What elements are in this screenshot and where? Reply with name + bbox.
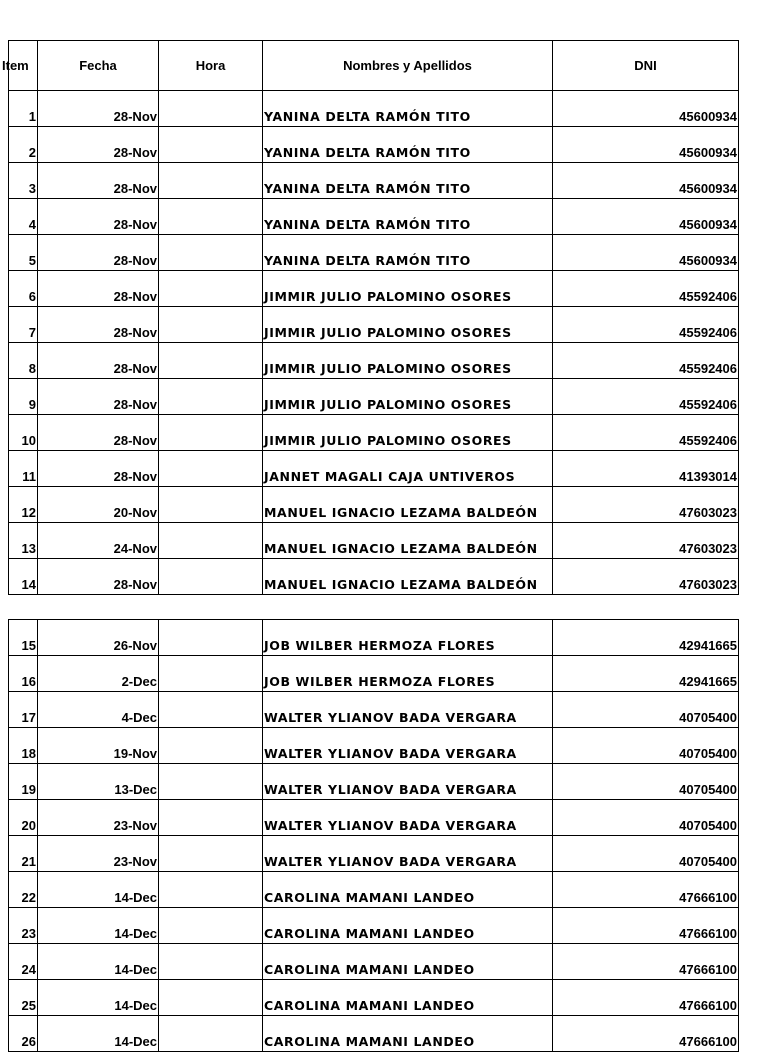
name-cell: JIMMIR JULIO PALOMINO OSORES [263,343,553,379]
name-cell: JIMMIR JULIO PALOMINO OSORES [263,379,553,415]
dni-cell: 45592406 [553,307,739,343]
hora-cell [159,800,263,836]
table-row [9,379,739,415]
name-cell: MANUEL IGNACIO LEZAMA BALDEÓN [263,487,553,523]
name-cell: WALTER YLIANOV BADA VERGARA [263,728,553,764]
table-row [9,91,739,127]
dni-cell: 42941665 [553,656,739,692]
table-row [9,559,739,595]
hora-cell [159,980,263,1016]
hora-cell [159,415,263,451]
hora-cell [159,127,263,163]
header-hora: Hora [159,41,263,91]
hora-cell [159,235,263,271]
fecha-cell: 28-Nov [38,235,159,271]
name-cell: CAROLINA MAMANI LANDEO [263,1016,553,1052]
hora-cell [159,91,263,127]
table-row [9,163,739,199]
dni-cell: 47666100 [553,980,739,1016]
fecha-cell: 14-Dec [38,872,159,908]
fecha-cell: 20-Nov [38,487,159,523]
name-cell: YANINA DELTA RAMÓN TITO [263,163,553,199]
dni-cell: 45592406 [553,415,739,451]
fecha-cell: 28-Nov [38,559,159,595]
fecha-cell: 14-Dec [38,980,159,1016]
registry-table-top [2,40,739,595]
header-dni: DNI [553,41,739,91]
item-cell: 2 [9,127,38,163]
fecha-cell: 28-Nov [38,199,159,235]
name-cell: WALTER YLIANOV BADA VERGARA [263,692,553,728]
fecha-cell: 28-Nov [38,379,159,415]
item-cell: 12 [9,487,38,523]
fecha-cell: 4-Dec [38,692,159,728]
name-cell: JOB WILBER HERMOZA FLORES [263,656,553,692]
name-cell: MANUEL IGNACIO LEZAMA BALDEÓN [263,523,553,559]
hora-cell [159,379,263,415]
hora-cell [159,620,263,656]
item-cell: 13 [9,523,38,559]
dni-cell: 40705400 [553,764,739,800]
fecha-cell: 28-Nov [38,307,159,343]
table-row [9,656,739,692]
name-cell: CAROLINA MAMANI LANDEO [263,908,553,944]
item-cell: 17 [9,692,38,728]
fecha-cell: 28-Nov [38,343,159,379]
hora-cell [159,343,263,379]
table-row [9,980,739,1016]
fecha-cell: 28-Nov [38,91,159,127]
fecha-cell: 24-Nov [38,523,159,559]
table-row [9,307,739,343]
item-cell: 9 [9,379,38,415]
table-row [9,415,739,451]
item-cell: 19 [9,764,38,800]
dni-cell: 47666100 [553,944,739,980]
table-row [9,800,739,836]
fecha-cell: 14-Dec [38,908,159,944]
table-row [9,908,739,944]
item-cell: 11 [9,451,38,487]
item-cell: 23 [9,908,38,944]
item-cell: 4 [9,199,38,235]
table-row [9,944,739,980]
table-row [9,127,739,163]
name-cell: YANINA DELTA RAMÓN TITO [263,91,553,127]
hora-cell [159,307,263,343]
item-cell: 16 [9,656,38,692]
dni-cell: 40705400 [553,692,739,728]
item-cell: 18 [9,728,38,764]
header-fecha: Fecha [38,41,159,91]
fecha-cell: 28-Nov [38,271,159,307]
name-cell: CAROLINA MAMANI LANDEO [263,872,553,908]
table-row [9,620,739,656]
table-row [9,692,739,728]
hora-cell [159,271,263,307]
fecha-cell: 28-Nov [38,415,159,451]
fecha-cell: 23-Nov [38,800,159,836]
hora-cell [159,764,263,800]
table-row [9,728,739,764]
item-cell: 7 [9,307,38,343]
table-row [9,836,739,872]
name-cell: WALTER YLIANOV BADA VERGARA [263,764,553,800]
fecha-cell: 26-Nov [38,620,159,656]
item-cell: 5 [9,235,38,271]
dni-cell: 42941665 [553,620,739,656]
dni-cell: 45592406 [553,271,739,307]
hora-cell [159,944,263,980]
table-row [9,343,739,379]
header-row [9,41,739,91]
name-cell: WALTER YLIANOV BADA VERGARA [263,836,553,872]
fecha-cell: 23-Nov [38,836,159,872]
table-row [9,1016,739,1052]
dni-cell: 45592406 [553,343,739,379]
item-cell: 22 [9,872,38,908]
dni-cell: 47666100 [553,1016,739,1052]
hora-cell [159,163,263,199]
name-cell: JIMMIR JULIO PALOMINO OSORES [263,271,553,307]
table-row [9,199,739,235]
name-cell: JANNET MAGALI CAJA UNTIVEROS [263,451,553,487]
hora-cell [159,559,263,595]
fecha-cell: 28-Nov [38,451,159,487]
item-cell: 21 [9,836,38,872]
dni-cell: 45600934 [553,163,739,199]
hora-cell [159,1016,263,1052]
name-cell: JIMMIR JULIO PALOMINO OSORES [263,307,553,343]
hora-cell [159,728,263,764]
fecha-cell: 19-Nov [38,728,159,764]
item-cell: 24 [9,944,38,980]
item-cell: 3 [9,163,38,199]
hora-cell [159,451,263,487]
name-cell: JOB WILBER HERMOZA FLORES [263,620,553,656]
item-cell: 15 [9,620,38,656]
hora-cell [159,656,263,692]
table-row [9,451,739,487]
dni-cell: 41393014 [553,451,739,487]
dni-cell: 47603023 [553,487,739,523]
item-cell: 6 [9,271,38,307]
item-cell: 20 [9,800,38,836]
dni-cell: 40705400 [553,728,739,764]
table-row [9,271,739,307]
hora-cell [159,872,263,908]
header-item: Item [9,41,38,91]
fecha-cell: 13-Dec [38,764,159,800]
dni-cell: 45600934 [553,127,739,163]
hora-cell [159,908,263,944]
header-nombres: Nombres y Apellidos [263,41,553,91]
table-row [9,764,739,800]
dni-cell: 47666100 [553,872,739,908]
hora-cell [159,836,263,872]
table-row [9,523,739,559]
dni-cell: 45600934 [553,235,739,271]
dni-cell: 45600934 [553,91,739,127]
fecha-cell: 14-Dec [38,1016,159,1052]
name-cell: CAROLINA MAMANI LANDEO [263,980,553,1016]
dni-cell: 47666100 [553,908,739,944]
registry-table-bottom [8,619,739,1052]
fecha-cell: 14-Dec [38,944,159,980]
dni-cell: 45600934 [553,199,739,235]
name-cell: MANUEL IGNACIO LEZAMA BALDEÓN [263,559,553,595]
item-cell: 26 [9,1016,38,1052]
hora-cell [159,523,263,559]
hora-cell [159,692,263,728]
name-cell: YANINA DELTA RAMÓN TITO [263,199,553,235]
table-row [9,235,739,271]
item-cell: 25 [9,980,38,1016]
fecha-cell: 2-Dec [38,656,159,692]
dni-cell: 40705400 [553,836,739,872]
dni-cell: 45592406 [553,379,739,415]
fecha-cell: 28-Nov [38,163,159,199]
fecha-cell: 28-Nov [38,127,159,163]
item-cell: 14 [9,559,38,595]
hora-cell [159,199,263,235]
name-cell: YANINA DELTA RAMÓN TITO [263,127,553,163]
dni-cell: 40705400 [553,800,739,836]
table-row [9,872,739,908]
name-cell: YANINA DELTA RAMÓN TITO [263,235,553,271]
name-cell: WALTER YLIANOV BADA VERGARA [263,800,553,836]
item-cell: 1 [9,91,38,127]
table-row [9,487,739,523]
hora-cell [159,487,263,523]
dni-cell: 47603023 [553,559,739,595]
item-cell: 8 [9,343,38,379]
item-cell: 10 [9,415,38,451]
name-cell: JIMMIR JULIO PALOMINO OSORES [263,415,553,451]
dni-cell: 47603023 [553,523,739,559]
name-cell: CAROLINA MAMANI LANDEO [263,944,553,980]
